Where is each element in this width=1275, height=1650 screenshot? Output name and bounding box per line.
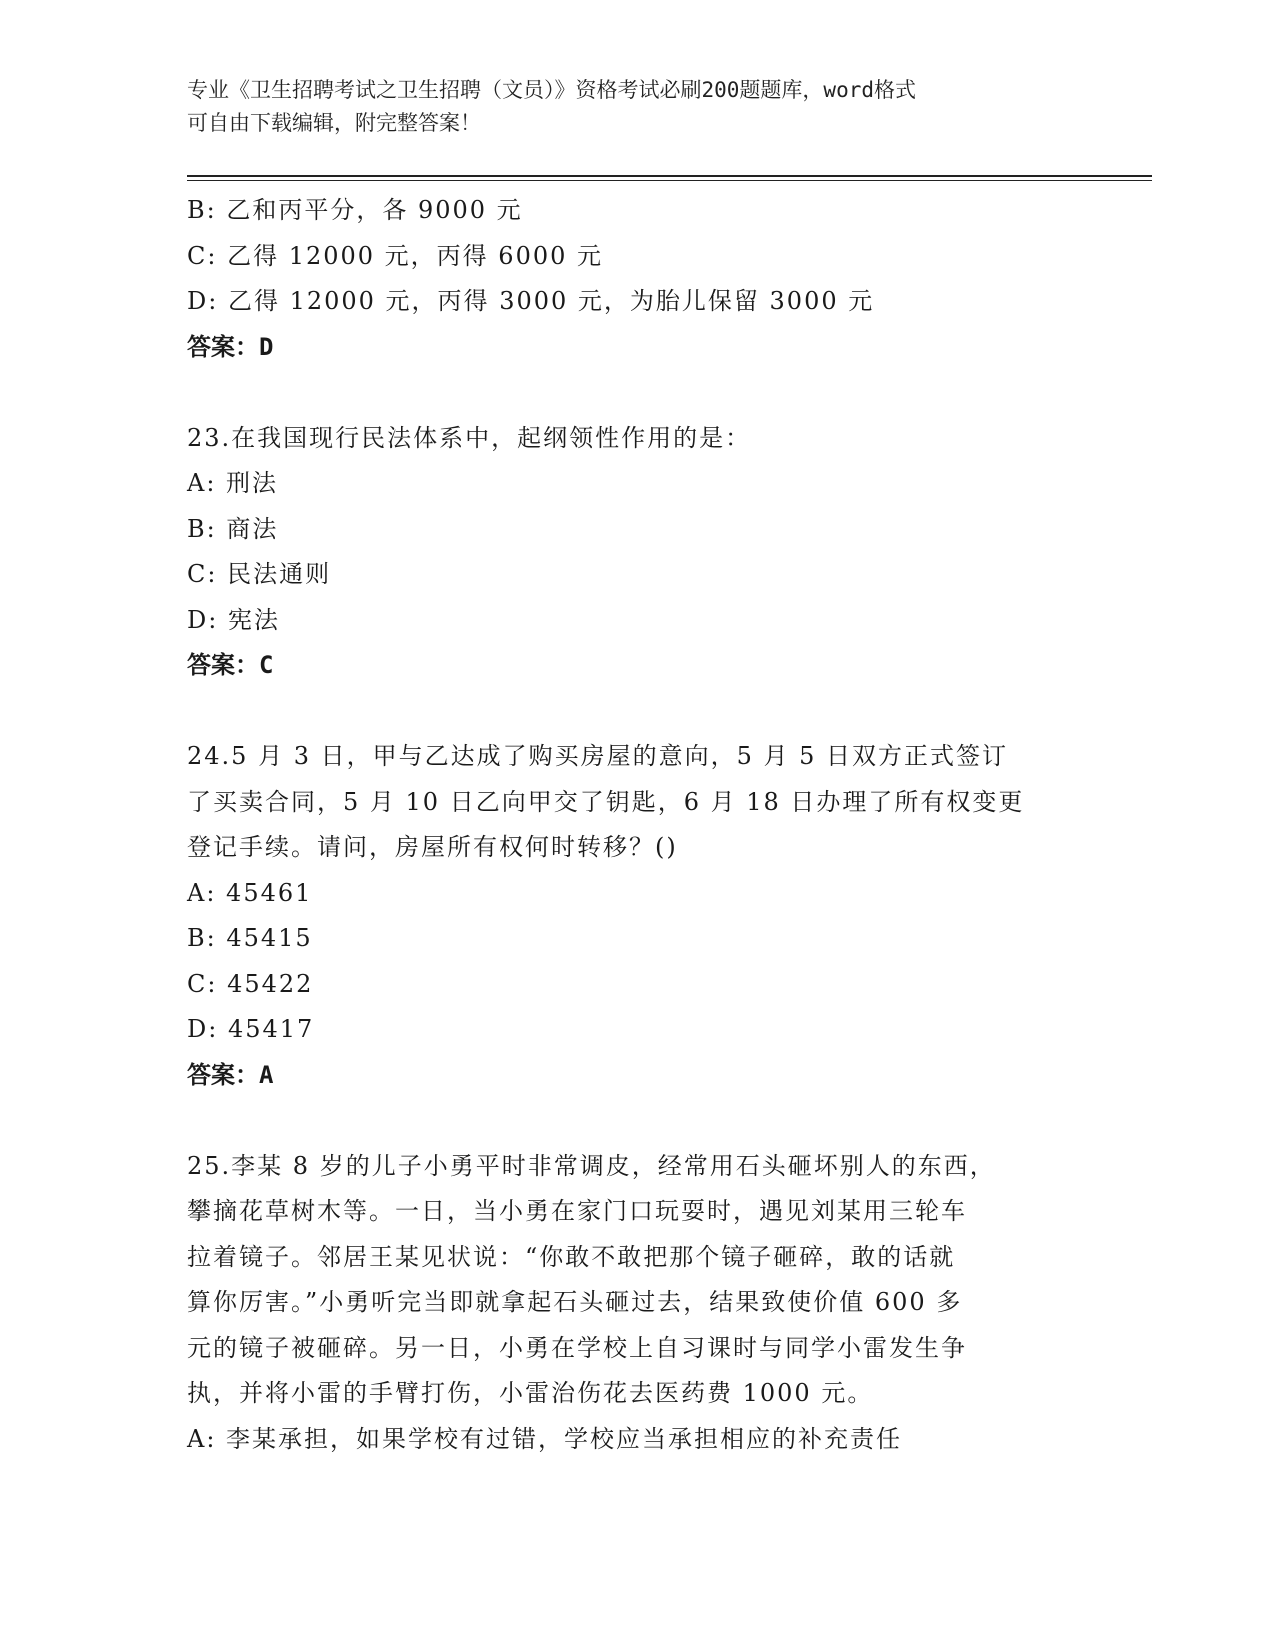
option-b: B: 乙和丙平分，各 9000 元 bbox=[187, 196, 523, 224]
question-25 bbox=[187, 1144, 1087, 1463]
option-c: C: 民法通则 bbox=[187, 560, 332, 588]
option-a: A: 45461 bbox=[187, 878, 313, 907]
question-text-line-3: 拉着镜子。邻居王某见状说：“你敢不敢把那个镜子砸碎，敢的话就 bbox=[187, 1242, 956, 1271]
page-header bbox=[187, 74, 1067, 140]
option-b: B: 45415 bbox=[187, 924, 313, 952]
answer-line: 答案：A bbox=[187, 1060, 274, 1089]
question-text-line-2: 攀摘花草树木等。一日，当小勇在家门口玩耍时，遇见刘某用三轮车 bbox=[187, 1197, 967, 1225]
question-text: 23.在我国现行民法体系中，起纲领性作用的是： bbox=[187, 423, 752, 452]
option-c: C: 45422 bbox=[187, 969, 314, 998]
answer-line: 答案：D bbox=[187, 332, 274, 361]
option-d: D: 45417 bbox=[187, 1015, 315, 1043]
question-text-line-5: 元的镜子被砸碎。另一日，小勇在学校上自习课时与同学小雷发生争 bbox=[187, 1333, 967, 1362]
option-b: B: 商法 bbox=[187, 514, 279, 543]
question-24 bbox=[187, 734, 1087, 1098]
option-c: C: 乙得 12000 元，丙得 6000 元 bbox=[187, 241, 604, 270]
question-text-line-1: 24.5 月 3 日，甲与乙达成了购买房屋的意向，5 月 5 日双方正式签订 bbox=[187, 742, 1009, 770]
question-text-line-1: 25.李某 8 岁的儿子小勇平时非常调皮，经常用石头砸坏别人的东西， bbox=[187, 1151, 996, 1180]
question-text-line-3: 登记手续。请问，房屋所有权何时转移？() bbox=[187, 833, 678, 861]
question-text-line-6: 执，并将小雷的手臂打伤，小雷治伤花去医药费 1000 元。 bbox=[187, 1379, 874, 1407]
question-text-line-4: 算你厉害。”小勇听完当即就拿起石头砸过去，结果致使价值 600 多 bbox=[187, 1288, 963, 1316]
question-22 bbox=[187, 188, 1087, 370]
question-23 bbox=[187, 416, 1087, 689]
header-rule-thin bbox=[187, 180, 1152, 181]
option-a: A: 刑法 bbox=[187, 469, 279, 497]
option-d: D: 乙得 12000 元，丙得 3000 元，为胎儿保留 3000 元 bbox=[187, 287, 875, 315]
option-a: A: 李某承担，如果学校有过错，学校应当承担相应的补充责任 bbox=[187, 1424, 903, 1453]
header-rule-thick bbox=[187, 175, 1152, 177]
option-d: D: 宪法 bbox=[187, 605, 280, 634]
question-list bbox=[187, 188, 1087, 1462]
answer-line: 答案：C bbox=[187, 651, 274, 679]
header-line-1: 专业《卫生招聘考试之卫生招聘（文员）》资格考试必刷200题题库，word格式 bbox=[187, 78, 916, 102]
question-text-line-2: 了买卖合同，5 月 10 日乙向甲交了钥匙，6 月 18 日办理了所有权变更 bbox=[187, 787, 1025, 816]
header-line-2: 可自由下载编辑，附完整答案！ bbox=[187, 111, 481, 135]
